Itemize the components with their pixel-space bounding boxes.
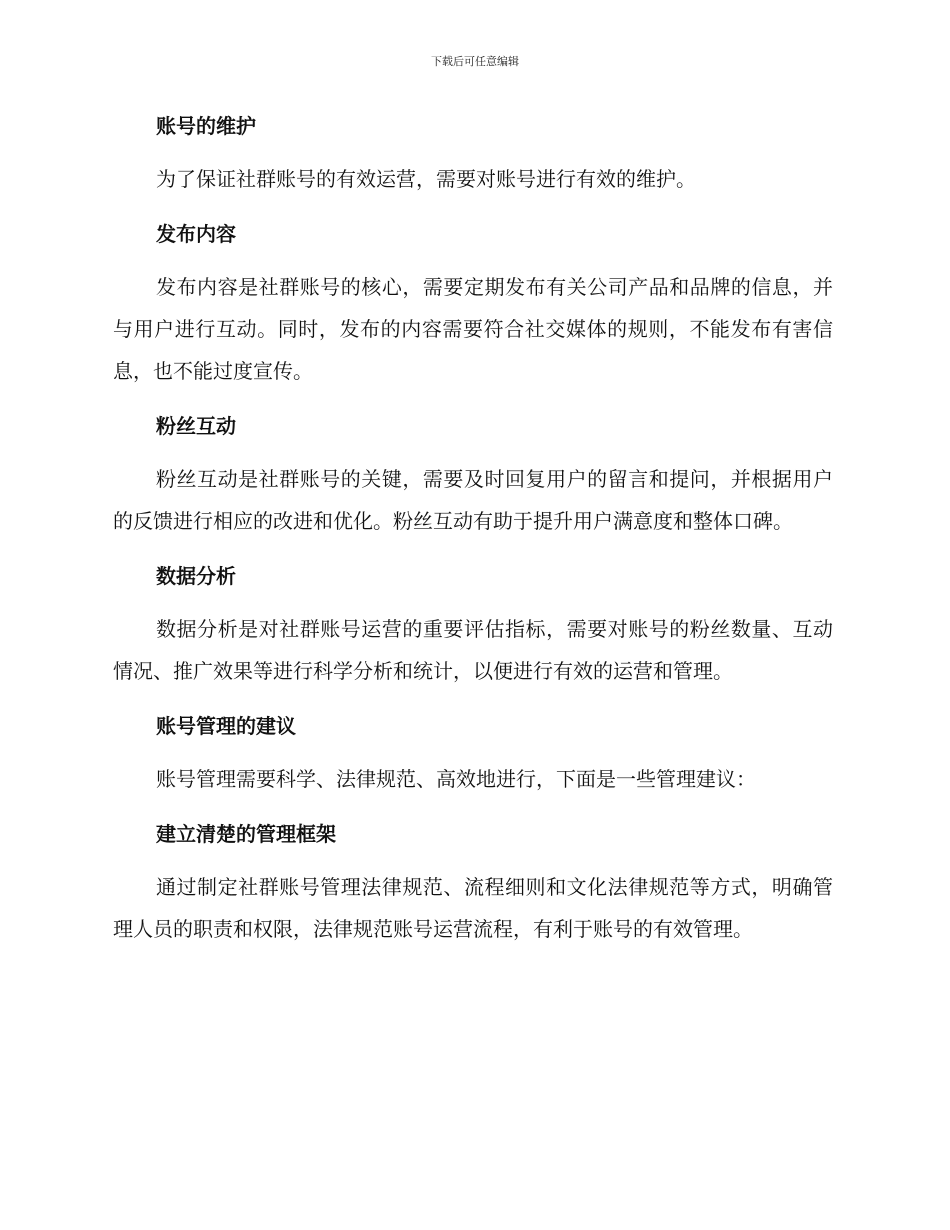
section-heading: 发布内容 bbox=[156, 222, 236, 246]
section-paragraph: 发布内容是社群账号的核心，需要定期发布有关公司产品和品牌的信息，并与用户进行互动。同时，发布的内容需要符合社交媒体的规则，不能发布有害信息，也不能过度宣传。 bbox=[113, 275, 833, 383]
section-paragraph: 数据分析是对社群账号运营的重要评估指标，需要对账号的粉丝数量、互动情况、推广效果等进行科学分析和统计，以便进行有效的运营和管理。 bbox=[113, 617, 833, 683]
section-heading: 数据分析 bbox=[156, 564, 236, 588]
page-header: 下载后可任意编辑 bbox=[431, 55, 519, 68]
section-heading: 账号管理的建议 bbox=[156, 714, 296, 738]
section-account-maintenance bbox=[113, 108, 833, 216]
section-management-advice bbox=[113, 708, 833, 816]
section-paragraph: 粉丝互动是社群账号的关键，需要及时回复用户的留言和提问，并根据用户的反馈进行相应的改进和优化。粉丝互动有助于提升用户满意度和整体口碑。 bbox=[113, 467, 833, 533]
section-management-framework bbox=[113, 816, 833, 950]
section-publish-content bbox=[113, 216, 833, 408]
section-paragraph: 通过制定社群账号管理法律规范、流程细则和文化法律规范等方式，明确管理人员的职责和权限，法律规范账号运营流程，有利于账号的有效管理。 bbox=[113, 875, 833, 941]
section-heading: 粉丝互动 bbox=[156, 414, 236, 438]
section-paragraph: 账号管理需要科学、法律规范、高效地进行，下面是一些管理建议： bbox=[156, 767, 756, 791]
section-paragraph: 为了保证社群账号的有效运营，需要对账号进行有效的维护。 bbox=[156, 167, 696, 191]
section-data-analysis bbox=[113, 558, 833, 708]
section-heading: 账号的维护 bbox=[156, 114, 256, 138]
section-heading: 建立清楚的管理框架 bbox=[156, 822, 336, 846]
document-body bbox=[113, 108, 833, 950]
section-fan-interaction bbox=[113, 408, 833, 558]
